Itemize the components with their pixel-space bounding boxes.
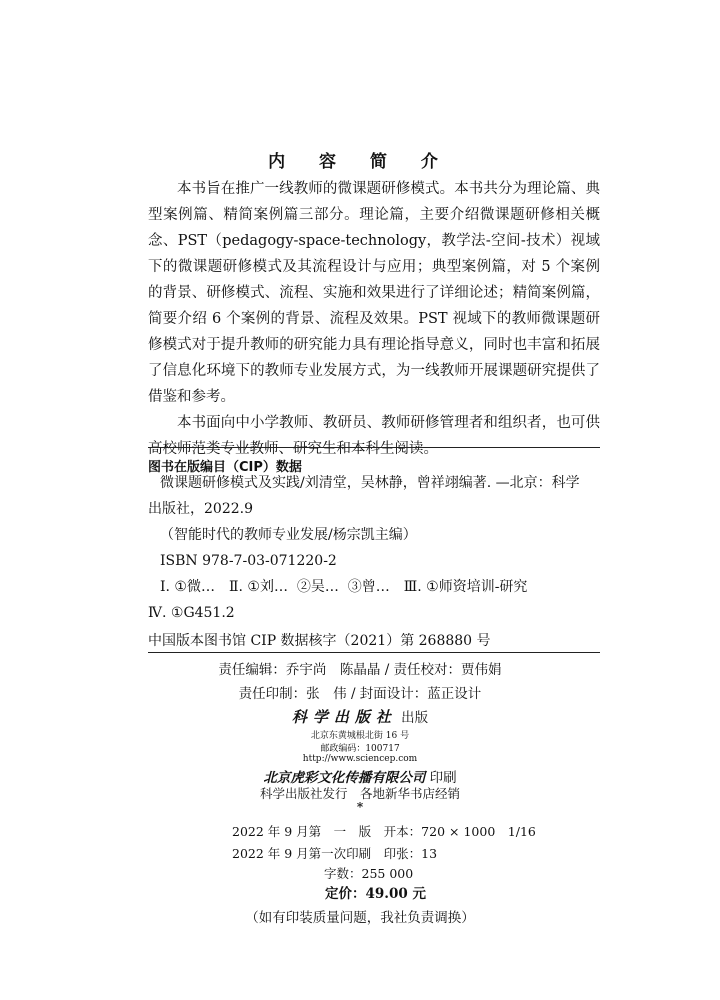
publisher-website: http://www.sciencep.com [302, 754, 418, 764]
cip-heading: 图书在版编目（CIP）数据 [148, 460, 302, 475]
printer-line [0, 766, 720, 786]
summary-paragraph-2: 本书面向中小学教师、教研员、教师研修管理者和组织者，也可供高校师范类专业教师、研究生和本科生阅读。 [148, 415, 600, 457]
price-line: 定价：49.00 元 [325, 886, 426, 902]
distribution-line: 科学出版社发行 各地新华书店经销 [259, 786, 460, 801]
quality-notice: （如有印装质量问题，我社负责调换） [245, 910, 475, 926]
cip-number: 中国版本图书馆 CIP 数据核字（2021）第 268880 号 [148, 633, 491, 649]
cip-record [148, 470, 600, 626]
cip-line-5: Ⅰ. ①微… Ⅱ. ①刘… ②吴… ③曾… Ⅲ. ①师资培训-研究 [160, 579, 528, 595]
cip-line-6: Ⅳ. ①G451.2 [148, 605, 235, 621]
publisher-address: 北京东黄城根北街 16 号 [310, 731, 410, 741]
edition-line: 2022 年 9 月第 一 版 开本：720 × 1000 1/16 [232, 824, 536, 839]
wordcount-line: 字数：255 000 [324, 866, 414, 881]
cip-top-rule [148, 447, 600, 448]
content-summary [148, 176, 600, 462]
production-line: 责任印制：张 伟 / 封面设计：蓝正设计 [238, 686, 482, 702]
printer-logotype: 北京虎彩文化传播有限公司 [263, 770, 426, 786]
separator-star: * [356, 800, 364, 814]
cip-line-3: （智能时代的教师专业发展/杨宗凯主编） [160, 527, 417, 543]
editors-line: 责任编辑：乔宇尚 陈晶晶 / 责任校对：贾伟娟 [218, 662, 502, 678]
cip-line-2: 出版社，2022.9 [148, 501, 253, 517]
publisher-line [0, 706, 720, 727]
publisher-suffix: 出版 [401, 710, 429, 726]
cip-bottom-rule [148, 652, 600, 653]
publisher-logotype: 科学出版社 [291, 708, 397, 726]
printer-suffix: 印刷 [429, 770, 457, 786]
printing-line: 2022 年 9 月第一次印刷 印张：13 [232, 846, 438, 861]
publisher-postcode: 邮政编码：100717 [320, 744, 400, 754]
cip-line-1: 微课题研修模式及实践/刘清堂，吴林静，曾祥翊编著. —北京：科学 [160, 475, 580, 491]
summary-paragraph-1: 本书旨在推广一线教师的微课题研修模式。本书共分为理论篇、典型案例篇、精简案例篇三部分。理论篇，主要介绍微课题研修相关概念、PST（pedagogy-space-technology，教学法-空间-技术）视域下的微课题研修模式及其流程设计与应用；典型案例篇，对 5 个案例的背景、研修模式、流程、实施和效果进行了详细论述；精简案例篇，简要介绍 6 个案例的背景、流程及效果。PST 视域下的教师微课题研修模式对于提升教师的研究能力具有理论指导意义，同时也丰富和拓展了信息化环境下的教师专业发展方式，为一线教师开展课题研究提供了借鉴和参考。 [148, 181, 600, 405]
page-title: 内 容 简 介 [268, 152, 452, 172]
cip-line-4: ISBN 978-7-03-071220-2 [160, 553, 337, 569]
